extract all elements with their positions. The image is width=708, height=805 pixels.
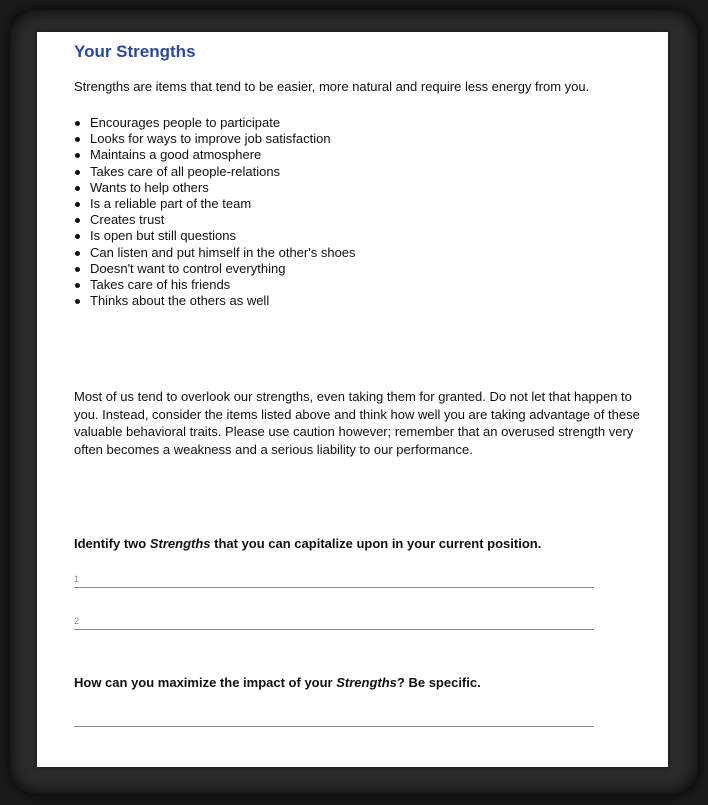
list-item: Creates trust <box>74 212 356 228</box>
list-item: Maintains a good atmosphere <box>74 147 356 163</box>
bullet-icon <box>75 267 80 272</box>
question-maximize-impact: How can you maximize the impact of your Strengths? Be specific. <box>74 675 481 690</box>
bullet-icon <box>75 234 80 239</box>
answer-number-2: 2 <box>74 616 80 626</box>
list-item: Can listen and put himself in the other's shoes <box>74 245 356 261</box>
bullet-icon <box>75 202 80 207</box>
bullet-icon <box>75 251 80 256</box>
bullet-icon <box>75 153 80 158</box>
bullet-icon <box>75 186 80 191</box>
list-item: Takes care of all people-relations <box>74 164 356 180</box>
guidance-paragraph: Most of us tend to overlook our strengths, even taking them for granted. Do not let that happen to you. Instead, consider the items listed above and think how well you are taking advantage of these valuable behavioral traits. Please use caution however; remember that an overused strength very often becomes a weakness and a serious liability to our performance. <box>74 389 640 457</box>
answer-field-2[interactable] <box>74 616 594 630</box>
list-item: Wants to help others <box>74 180 356 196</box>
answer-field-3[interactable] <box>74 713 594 727</box>
answer-field-1[interactable] <box>74 574 594 588</box>
bullet-icon <box>75 137 80 142</box>
page-title: Your Strengths <box>74 42 196 61</box>
list-item: Encourages people to participate <box>74 115 356 131</box>
bullet-icon <box>75 218 80 223</box>
bullet-icon <box>75 170 80 175</box>
answer-number-1: 1 <box>74 574 80 584</box>
list-item: Is open but still questions <box>74 228 356 244</box>
intro-text: Strengths are items that tend to be easier, more natural and require less energy from you. <box>74 79 590 94</box>
bullet-icon <box>75 283 80 288</box>
list-item: Takes care of his friends <box>74 277 356 293</box>
list-item: Looks for ways to improve job satisfaction <box>74 131 356 147</box>
list-item: Is a reliable part of the team <box>74 196 356 212</box>
strengths-list <box>74 115 356 309</box>
question-identify-strengths: Identify two Strengths that you can capitalize upon in your current position. <box>74 536 542 551</box>
document-frame <box>10 10 698 794</box>
document-page <box>37 32 668 767</box>
bullet-icon <box>75 299 80 304</box>
list-item: Thinks about the others as well <box>74 293 356 309</box>
list-item: Doesn't want to control everything <box>74 261 356 277</box>
bullet-icon <box>75 121 80 126</box>
